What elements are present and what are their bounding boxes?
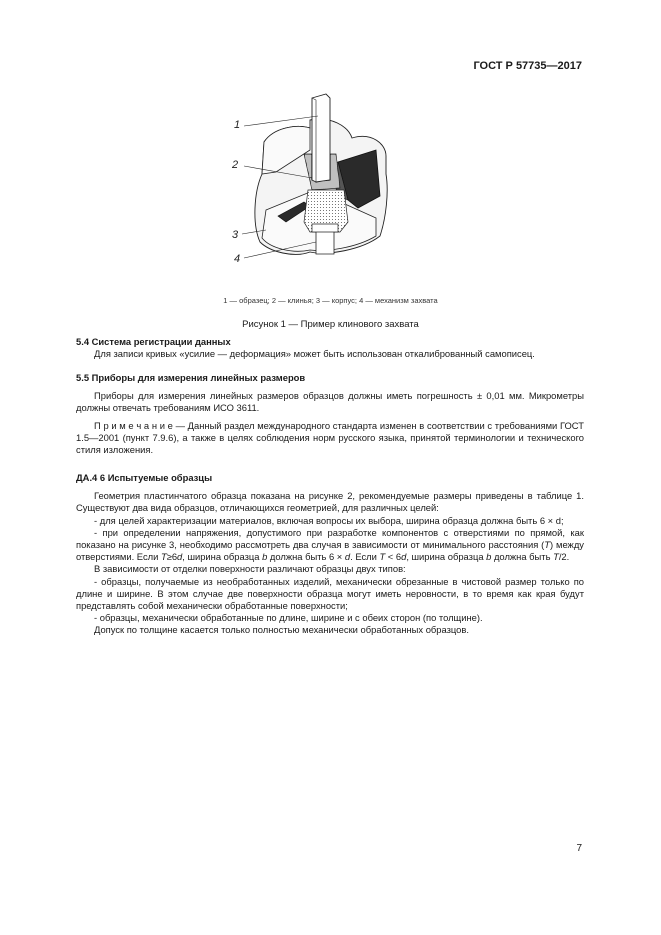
note-text: — Данный раздел международного стандарта изменен в соответствии с требованиями ГОСТ 1.5—2001 (пункт 7.9.6), а также в целях соблюдения норм русского языка, принятой терминологии и технического стиля изложения. [76,419,584,456]
specimen [312,94,330,182]
note-label: П р и м е ч а н и е [94,419,173,431]
figure-legend-text: 1 — образец; 2 — клинья; 3 — корпус; 4 — механизм захвата [223,296,438,305]
figure-label-3: 3 [232,229,239,241]
section-heading: 5.4 Система регистрации данных [76,336,231,347]
section-5-4 [76,336,584,360]
page-number: 7 [576,843,582,854]
list-item: - образцы, получаемые из необработанных изделий, механически обрезанные в чистовой размер только по длине и ширине. В этом случае две поверхности образца могут иметь неровности, в то время как края будут представлять собой механически обработанные поверхности; [76,575,584,612]
figure-label-1: 1 [234,119,241,131]
figure-legend [0,296,661,305]
paragraph: Геометрия пластинчатого образца показана на рисунке 2, рекомендуемые размеры приведены в таблице 1. Существуют два вида образцов, отличающихся геометрией, для различных целей: [76,490,584,514]
paragraph: В зависимости от отделки поверхности различают образцы двух типов: [94,563,406,575]
figure-label-2: 2 [232,159,239,171]
section-da-4-6 [76,472,584,637]
section-heading: 5.5 Приборы для измерения линейных размеров [76,372,306,383]
list-item: - для целей характеризации материалов, включая вопросы их выбора, ширина образца должна быть 6 × d; [94,514,564,526]
figure-caption: Рисунок 1 — Пример клинового захвата [242,319,419,330]
section-heading: ДА.4 6 Испытуемые образцы [76,472,213,483]
list-item: - при определении напряжения, допустимого при разработке компонентов с отверстиями по прямой, как показано на рисунке 3, необходимо рассмотреть два случая в зависимости от минимального расстояния (T) между отверстиями. Если T≥6d, ширина образца b должна быть 6 × d. Если T < 6d, ширина образца b должна быть T/2. [76,526,584,563]
section-5-5 [76,372,584,456]
paragraph: Приборы для измерения линейных размеров образцов должны иметь погрешность ± 0,01 мм. Микрометры должны отвечать требованиям ИСО 3611. [76,390,584,414]
paragraph: Допуск по толщине касается только полностью механически обработанных образцов. [94,624,469,636]
figure-label-4: 4 [234,253,241,265]
list-item: - образцы, механически обработанные по длине, ширине и с обеих сторон (по толщине). [94,612,483,624]
standard-number: ГОСТ Р 57735—2017 [473,60,582,72]
paragraph: Для записи кривых «усилие — деформация» может быть использован откалиброванный самописец. [94,348,535,360]
wedge-grip-figure [226,92,404,267]
note [76,420,584,457]
